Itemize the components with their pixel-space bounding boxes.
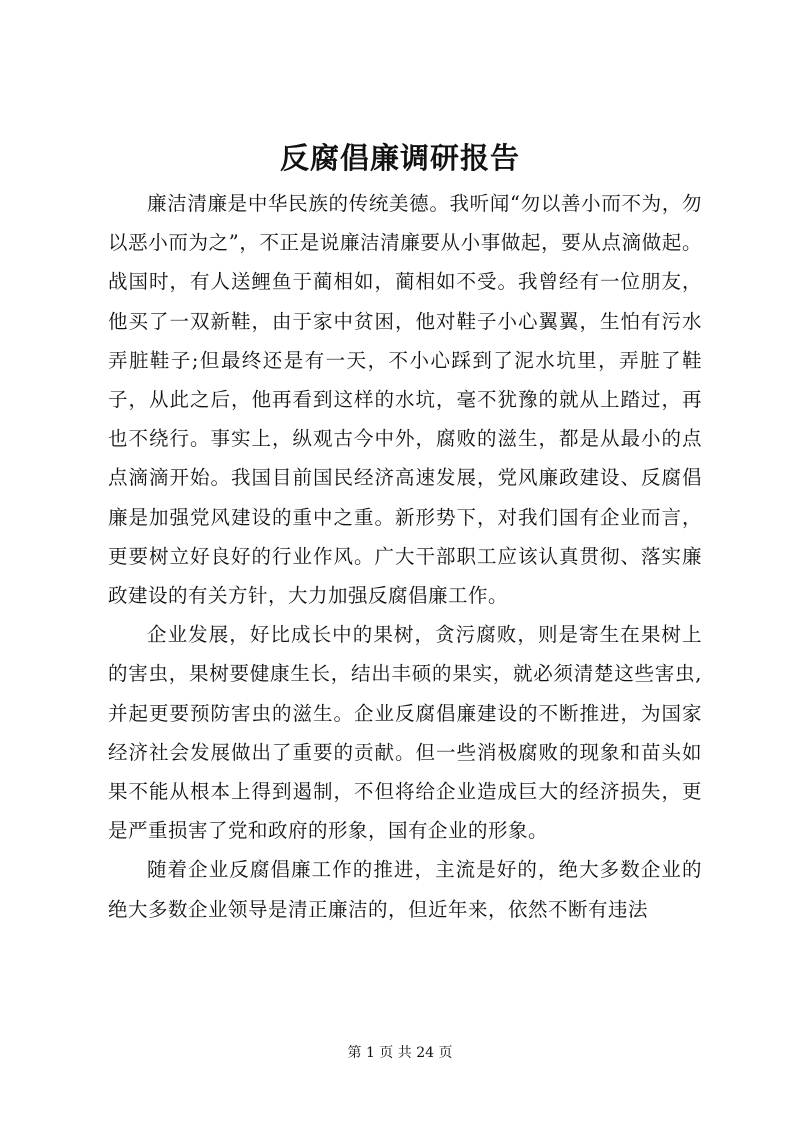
document-body [108,184,702,929]
paragraph-1: 廉洁清廉是中华民族的传统美德。我听闻“勿以善小而不为，勿以恶小而为之”，不正是说廉洁清廉要从小事做起，要从点滴做起。战国时，有人送鲤鱼于蔺相如，蔺相如不受。我曾经有一位朋友，他买了一双新鞋，由于家中贫困，他对鞋子小心翼翼，生怕有污水弄脏鞋子;但最终还是有一天，不小心踩到了泥水坑里，弄脏了鞋子，从此之后，他再看到这样的水坑，毫不犹豫的就从上踏过，再也不绕行。事实上，纵观古今中外，腐败的滋生，都是从最小的点点滴滴开始。我国目前国民经济高速发展，党风廉政建设、反腐倡廉是加强党风建设的重中之重。新形势下，对我们国有企业而言，更要树立好良好的行业作风。广大干部职工应该认真贯彻、落实廉政建设的有关方针，大力加强反腐倡廉工作。 [108,192,702,608]
paragraph-3: 随着企业反腐倡廉工作的推进，主流是好的，绝大多数企业的绝大多数企业领导是清正廉洁的，但近年来，依然不断有违法 [108,858,702,921]
document-title: 反腐倡廉调研报告 [279,141,520,175]
paragraph-2: 企业发展，好比成长中的果树，贪污腐败，则是寄生在果树上的害虫，果树要健康生长，结出丰硕的果实，就必须清楚这些害虫,并起更要预防害虫的滋生。企业反腐倡廉建设的不断推进，为国家经济社会发展做出了重要的贡献。但一些消极腐败的现象和苗头如果不能从根本上得到遏制，不但将给企业造成巨大的经济损失，更是严重损害了党和政府的形象，国有企业的形象。 [108,623,702,843]
page-number-footer: 第 1 页 共 24 页 [347,1045,453,1061]
